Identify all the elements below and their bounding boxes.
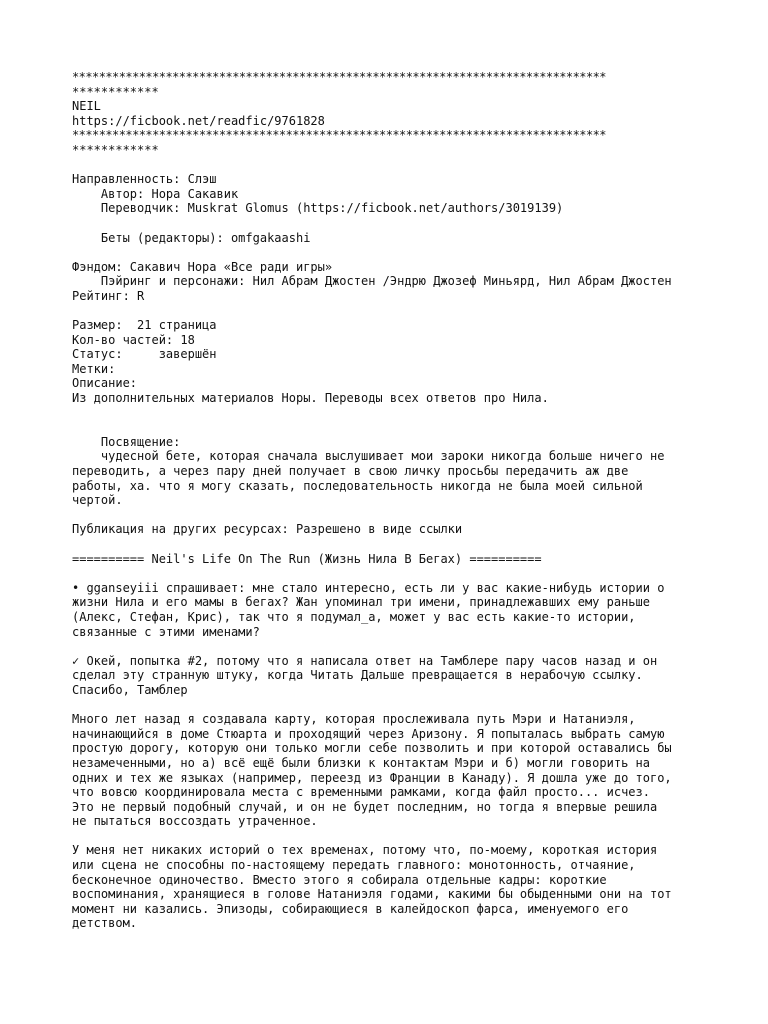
paragraph-line: У меня нет никаких историй о тех временах, потому что, по-моему, короткая история [72, 843, 658, 858]
question-line: жизни Нила и его мамы в бегах? Жан упоминал три имени, принадлежавших ему раньше [72, 595, 650, 610]
paragraph-line: одних и тех же языках (например, переезд из Франции в Канаду). Я дошла уже до того, [72, 770, 672, 785]
paragraph-line: Много лет назад я создавала карту, которая прослеживала путь Мэри и Натаниэля, [72, 712, 636, 727]
header-rule-top-continuation: ************ [72, 84, 159, 99]
paragraph-line: незамеченными, но а) всё ещё были близки к контактам Мэри и б) могли говорить на [72, 755, 650, 770]
meta-betas: Беты (редакторы): omfgakaashi [72, 230, 311, 245]
paragraph-line: простую дорогу, которую они только могли себе позволить и при которой оставались бы [72, 741, 672, 756]
meta-parts: Кол-во частей: 18 [72, 332, 195, 347]
answer-intro-line: Спасибо, Тамблер [72, 682, 188, 697]
meta-direction: Направленность: Слэш [72, 172, 217, 187]
dedication-label: Посвящение: [72, 434, 181, 449]
meta-description-label: Описание: [72, 376, 138, 391]
question-line: • gganseyiii спрашивает: мне стало интересно, есть ли у вас какие-нибудь истории о [72, 580, 665, 595]
question-line: связанные с этими именами? [72, 624, 260, 639]
work-url: https://ficbook.net/readfic/9761828 [72, 113, 325, 128]
meta-fandom: Фэндом: Сакавич Нора «Все ради игры» [72, 259, 333, 274]
paragraph-line: что вовсю координировала места с временными рамками, когда файл просто... исчез. [72, 785, 650, 800]
paragraph-line: момент ни казались. Эпизоды, собирающиеся в калейдоскоп фарса, именуемого его [72, 901, 629, 916]
dedication-line: чудесной бете, которая сначала выслушивает мои зароки никогда больше ничего не [72, 449, 665, 464]
document-page [72, 70, 712, 931]
answer-intro-line: ✓ Окей, попытка #2, потому что я написала ответ на Тамблере пару часов назад и он [72, 653, 658, 668]
dedication-line: чертой. [72, 493, 123, 508]
dedication-line: переводить, а через пару дней получает в свою личку просьбы передачить аж две [72, 464, 629, 479]
meta-publication: Публикация на других ресурсах: Разрешено в виде ссылки [72, 522, 463, 537]
work-title: NEIL [72, 99, 101, 114]
meta-status: Статус: завершён [72, 347, 217, 362]
answer-intro-line: сделал эту странную штуку, когда Читать Дальше превращается в нерабочую ссылку. [72, 668, 643, 683]
meta-rating: Рейтинг: R [72, 288, 145, 303]
paragraph-line: детством. [72, 916, 138, 931]
meta-description: Из дополнительных материалов Норы. Переводы всех ответов про Нила. [72, 391, 549, 406]
header-rule-top: ******************************************************************************** [72, 70, 606, 84]
meta-pairing: Пэйринг и персонажи: Нил Абрам Джостен /Эндрю Джозеф Миньярд, Нил Абрам Джостен [72, 274, 672, 289]
paragraph-line: воспоминания, хранящиеся в голове Натаниэля годами, какими бы обыденными они на тот [72, 887, 672, 902]
paragraph-line: начинающийся в доме Стюарта и проходящий через Аризону. Я попыталась выбрать самую [72, 726, 665, 741]
dedication-line: работы, ха. что я могу сказать, последовательность никогда не была моей сильной [72, 478, 643, 493]
chapter-heading: ========== Neil's Life On The Run (Жизнь Нила В Бегах) ========== [72, 551, 542, 566]
header-rule-bottom: ******************************************************************************** [72, 128, 606, 143]
meta-tags: Метки: [72, 361, 116, 376]
paragraph-line: Это не первый подобный случай, и он не будет последним, но тогда я впервые решила [72, 799, 658, 814]
meta-author: Автор: Нора Сакавик [72, 186, 239, 201]
meta-size: Размер: 21 страница [72, 318, 217, 333]
paragraph-line: бесконечное одиночество. Вместо этого я собирала отдельные кадры: короткие [72, 872, 607, 887]
header-rule-bottom-continuation: ************ [72, 142, 159, 157]
paragraph-line: не пытаться воссоздать утраченное. [72, 814, 318, 829]
paragraph-line: или сцена не способны по-настоящему передать главного: монотонность, отчаяние, [72, 858, 636, 873]
question-line: (Алекс, Стефан, Крис), так что я подумал_а, может у вас есть какие-то истории, [72, 609, 636, 624]
meta-translator: Переводчик: Muskrat Glomus (https://ficbook.net/authors/3019139) [72, 201, 564, 216]
